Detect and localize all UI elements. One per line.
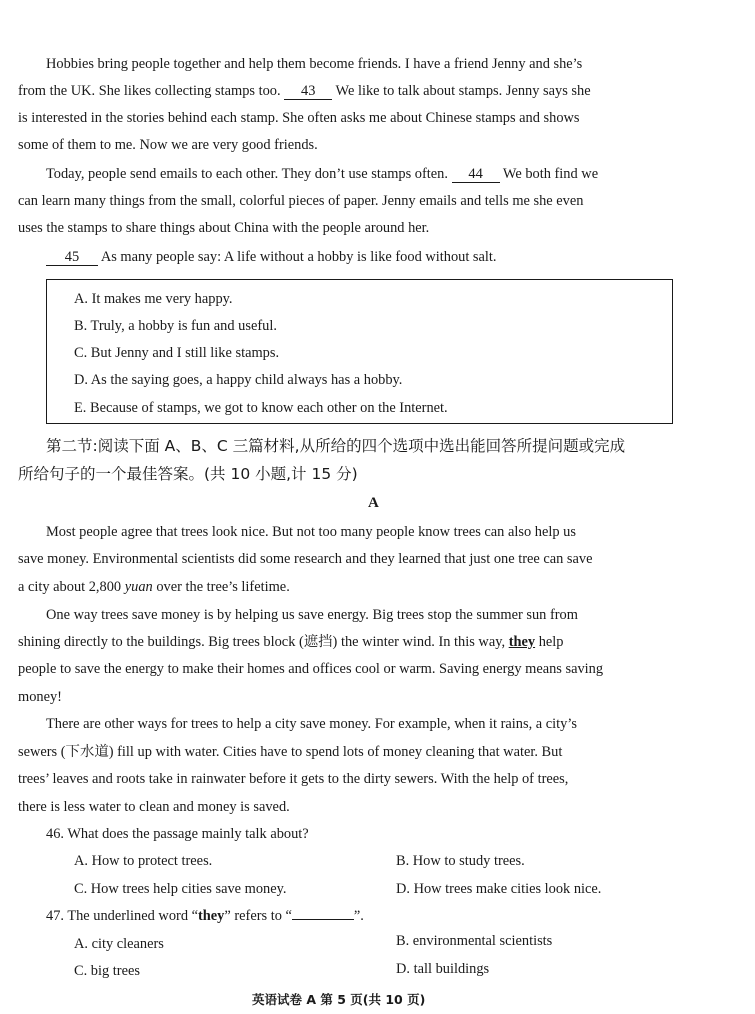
question-47-stem — [46, 906, 364, 926]
q47-option-a: A. city cleaners — [74, 936, 164, 952]
question-word: they — [198, 908, 225, 924]
q46-option-b: B. How to study trees. — [396, 853, 525, 869]
section-instructions: 所给句子的一个最佳答案。(共 10 小题,计 15 分) — [18, 465, 358, 483]
passage-line: There are other ways for trees to help a city save money. For example, when it rains, a city’s — [46, 716, 577, 732]
question-46-stem: 46. What does the passage mainly talk about? — [46, 826, 309, 842]
passage-line: people to save the energy to make their homes and offices cool or warm. Saving energy means saving — [18, 661, 604, 677]
passage-line: money! — [18, 689, 62, 705]
answer-blank — [292, 919, 354, 920]
passage-line — [46, 247, 497, 267]
italic-word: yuan — [124, 579, 153, 595]
passage-line: Most people agree that trees look nice. But not too many people know trees can also help us — [46, 524, 576, 540]
passage-text: We like to talk about stamps. Jenny says she — [335, 83, 591, 99]
page-footer: 英语试卷 A 第 5 页(共 10 页) — [252, 992, 426, 1007]
question-text: 47. The underlined word “ — [46, 908, 198, 924]
passage-line: Hobbies bring people together and help them become friends. I have a friend Jenny and she’s — [46, 56, 583, 72]
option-e: E. Because of stamps, we got to know each other on the Internet. — [74, 400, 448, 416]
blank-45: 45 — [46, 249, 98, 266]
passage-line: there is less water to clean and money is saved. — [18, 799, 290, 815]
passage-line: uses the stamps to share things about China with the people around her. — [18, 220, 430, 236]
passage-line: is interested in the stories behind each stamp. She often asks me about Chinese stamps and shows — [18, 110, 580, 126]
option-b: B. Truly, a hobby is fun and useful. — [74, 318, 277, 334]
passage-text: a city about 2,800 — [18, 579, 122, 595]
blank-44: 44 — [452, 166, 500, 183]
underlined-word: they — [508, 634, 536, 650]
passage-line: sewers (下水道) fill up with water. Cities have to spend lots of money cleaning that water. But — [18, 744, 563, 760]
passage-line: trees’ leaves and roots take in rainwater before it gets to the dirty sewers. With the help of trees, — [18, 771, 569, 787]
q46-option-c: C. How trees help cities save money. — [74, 881, 287, 897]
q46-option-d: D. How trees make cities look nice. — [396, 881, 602, 897]
q47-option-b: B. environmental scientists — [396, 933, 553, 949]
q47-option-c: C. big trees — [74, 963, 140, 979]
passage-line: can learn many things from the small, colorful pieces of paper. Jenny emails and tells me she even — [18, 193, 584, 209]
passage-line — [18, 81, 591, 101]
passage-text: help — [538, 634, 564, 650]
question-text: ”. — [353, 908, 364, 924]
q46-option-a: A. How to protect trees. — [74, 853, 213, 869]
passage-title: A — [368, 495, 379, 511]
passage-line — [46, 164, 598, 184]
passage-line: save money. Environmental scientists did some research and they learned that just one tree can save — [18, 551, 593, 567]
option-a: A. It makes me very happy. — [74, 291, 233, 307]
passage-text: We both find we — [502, 166, 599, 182]
passage-text: from the UK. She likes collecting stamps too. — [18, 83, 281, 99]
option-c: C. But Jenny and I still like stamps. — [74, 345, 280, 361]
passage-line — [18, 577, 290, 597]
passage-text: As many people say: A life without a hobby is like food without salt. — [100, 249, 497, 265]
blank-43: 43 — [284, 83, 332, 100]
q47-option-d: D. tall buildings — [396, 961, 490, 977]
section-instructions: 第二节:阅读下面 A、B、C 三篇材料,从所给的四个选项中选出能回答所提问题或完成 — [46, 437, 626, 455]
passage-line: some of them to me. Now we are very good friends. — [18, 137, 318, 153]
passage-text: over the tree’s lifetime. — [156, 579, 290, 595]
passage-text: Today, people send emails to each other. They don’t use stamps often. — [46, 166, 448, 182]
question-text: ” refers to “ — [224, 908, 292, 924]
passage-line — [18, 632, 563, 652]
passage-line: One way trees save money is by helping us save energy. Big trees stop the summer sun from — [46, 607, 578, 623]
passage-text: shining directly to the buildings. Big trees block (遮挡) the winter wind. In this way, — [18, 634, 506, 650]
option-d: D. As the saying goes, a happy child always has a hobby. — [74, 372, 403, 388]
